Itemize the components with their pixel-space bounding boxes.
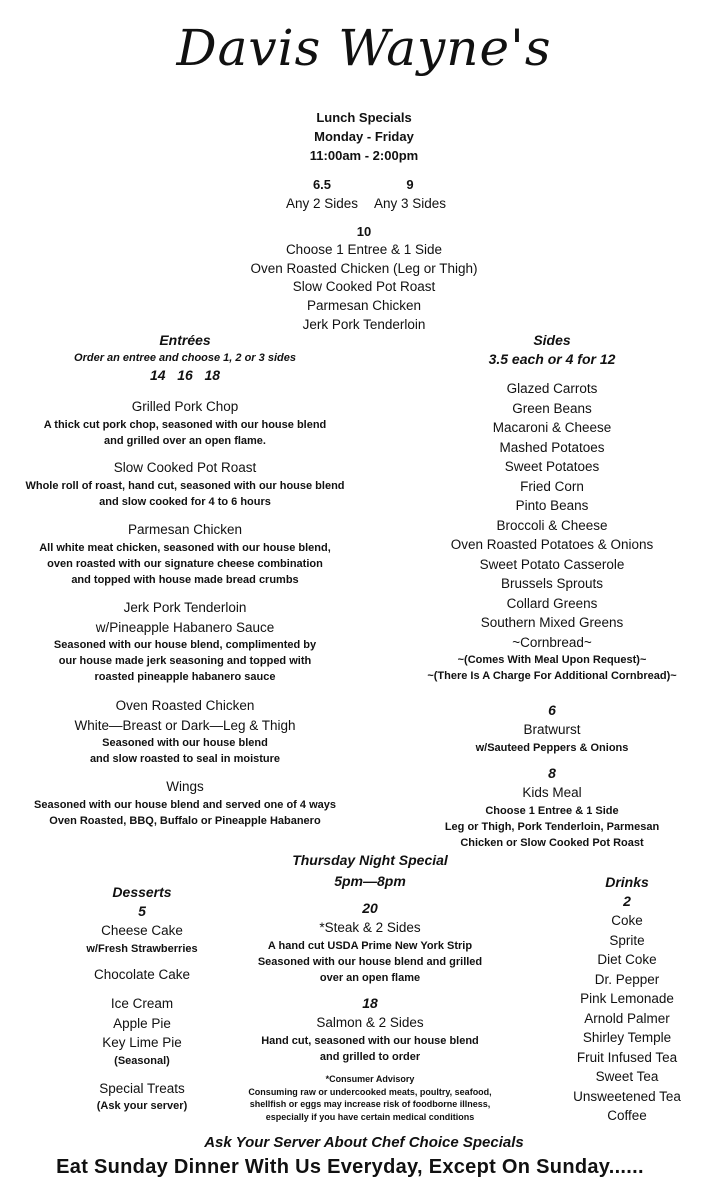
steak-desc: over an open flame xyxy=(319,971,421,984)
kids-desc: Chicken or Slow Cooked Pot Roast xyxy=(460,836,644,849)
side-item: Green Beans xyxy=(512,400,592,416)
lunch-specials xyxy=(214,108,514,165)
entree-desc: and topped with house made bread crumbs xyxy=(71,573,299,586)
kids-name: Kids Meal xyxy=(522,785,582,800)
drink-item: Sweet Tea xyxy=(595,1069,659,1084)
lunch-option-3-sides xyxy=(360,175,460,214)
kids-desc: Choose 1 Entree & 1 Side xyxy=(485,804,619,817)
option-price: 6.5 xyxy=(312,177,332,192)
side-item: Pinto Beans xyxy=(515,498,589,513)
option-label: Any 3 Sides xyxy=(373,196,447,211)
cornbread-note: ~(There Is A Charge For Additional Cornbread)~ xyxy=(427,670,677,682)
thursday-title: Thursday Night Special xyxy=(292,852,448,868)
drink-item: Unsweetened Tea xyxy=(573,1088,681,1104)
bratwurst-name: Bratwurst xyxy=(523,722,581,737)
drink-item: Dr. Pepper xyxy=(594,971,660,987)
drink-item: Pink Lemonade xyxy=(580,991,674,1006)
desserts xyxy=(62,883,222,1114)
cornbread: ~Cornbread~ xyxy=(512,634,592,650)
entree-name: Parmesan Chicken xyxy=(127,522,243,537)
side-item: Oven Roasted Potatoes & Onions xyxy=(450,537,654,552)
sides-list xyxy=(400,379,704,684)
entree-item xyxy=(0,458,370,510)
drink-item: Fruit Infused Tea xyxy=(576,1049,678,1065)
drink-item: Shirley Temple xyxy=(582,1030,672,1045)
thursday-salmon xyxy=(230,994,510,1065)
dessert-note: (Ask your server) xyxy=(96,1100,188,1112)
side-item: Sweet Potato Casserole xyxy=(479,556,625,572)
salmon-desc: Hand cut, seasoned with our house blend xyxy=(261,1034,479,1047)
lunch-title: Lunch Specials xyxy=(316,110,412,125)
side-item: Broccoli & Cheese xyxy=(496,517,608,533)
dessert-item: Ice Cream xyxy=(110,996,174,1011)
entree-desc: and slow cooked for 4 to 6 hours xyxy=(99,495,271,508)
drink-item: Sprite xyxy=(609,932,645,948)
lunch-days: Monday - Friday xyxy=(314,129,414,144)
advisory-text: shellfish or eggs may increase risk of foodborne illness, xyxy=(249,1099,491,1109)
advisory-title: *Consumer Advisory xyxy=(325,1074,415,1084)
drinks-price: 2 xyxy=(623,893,631,909)
drink-item: Arnold Palmer xyxy=(584,1010,670,1026)
consumer-advisory xyxy=(230,1073,510,1123)
drinks xyxy=(547,873,707,1126)
kids-meal xyxy=(400,764,704,851)
entree-item xyxy=(0,598,370,685)
entree-name: Wings xyxy=(166,779,204,794)
cornbread-note: ~(Comes With Meal Upon Request)~ xyxy=(457,654,647,666)
entree-desc: roasted pineapple habanero sauce xyxy=(94,671,276,683)
entree-name-sub: w/Pineapple Habanero Sauce xyxy=(95,619,275,635)
entree-name: Slow Cooked Pot Roast xyxy=(113,460,257,475)
entree-name: Grilled Pork Chop xyxy=(131,399,239,414)
salmon-price: 18 xyxy=(362,995,378,1011)
entree-desc: A thick cut pork chop, seasoned with our house blend xyxy=(43,418,327,431)
bratwurst-price: 6 xyxy=(548,702,556,718)
steak-name: *Steak & 2 Sides xyxy=(319,920,421,935)
combo-item: Parmesan Chicken xyxy=(306,298,422,314)
drinks-title: Drinks xyxy=(605,874,649,890)
thursday-header xyxy=(230,850,510,892)
dessert-item: Special Treats xyxy=(99,1080,185,1096)
steak-price: 20 xyxy=(362,900,378,916)
combo-label: Choose 1 Entree & 1 Side xyxy=(285,242,443,257)
option-price: 9 xyxy=(406,177,414,192)
chef-specials-note: Ask Your Server About Chef Choice Specials xyxy=(204,1134,524,1151)
drink-item: Coke xyxy=(611,913,643,928)
thursday-hours: 5pm—8pm xyxy=(334,873,406,889)
entrees-title: Entrées xyxy=(159,332,211,348)
entree-item xyxy=(0,777,370,829)
bratwurst xyxy=(400,701,704,756)
dessert-item: Chocolate Cake xyxy=(93,966,191,982)
entree-desc: Oven Roasted, BBQ, Buffalo or Pineapple Habanero xyxy=(49,814,321,827)
entree-desc: Whole roll of roast, hand cut, seasoned with our house blend xyxy=(25,479,345,492)
dessert-note: (Seasonal) xyxy=(114,1054,170,1067)
entree-desc: Seasoned with our house blend, complimented by xyxy=(53,639,317,651)
kids-desc: Leg or Thigh, Pork Tenderloin, Parmesan xyxy=(444,820,660,833)
entree-item xyxy=(0,696,370,767)
sides-title: Sides xyxy=(533,332,571,348)
salmon-desc: and grilled to order xyxy=(319,1050,421,1063)
dessert-note: w/Fresh Strawberries xyxy=(86,942,198,955)
entrees-header xyxy=(0,331,370,385)
entree-desc: our house made jerk seasoning and topped with xyxy=(58,655,312,667)
dessert-item: Key Lime Pie xyxy=(102,1035,182,1050)
side-item: Southern Mixed Greens xyxy=(480,615,624,630)
entree-item xyxy=(0,520,370,588)
side-item: Fried Corn xyxy=(520,478,584,494)
entree-desc: oven roasted with our signature cheese combination xyxy=(47,557,323,570)
restaurant-logo: Davis Wayne's xyxy=(176,19,552,77)
steak-desc: A hand cut USDA Prime New York Strip xyxy=(267,939,473,952)
combo-item: Jerk Pork Tenderloin xyxy=(302,316,426,332)
entree-name-sub: White—Breast or Dark—Leg & Thigh xyxy=(74,717,296,733)
sunday-slogan: Eat Sunday Dinner With Us Everyday, Except On Sunday...... xyxy=(56,1156,644,1178)
kids-price: 8 xyxy=(548,765,556,781)
drink-item: Coffee xyxy=(607,1108,647,1123)
desserts-price: 5 xyxy=(138,903,146,919)
side-item: Glazed Carrots xyxy=(506,381,598,396)
combo-item: Slow Cooked Pot Roast xyxy=(292,279,436,295)
entrees-subtitle: Order an entree and choose 1, 2 or 3 sides xyxy=(74,352,296,364)
entree-desc: and slow roasted to seal in moisture xyxy=(89,753,281,765)
entree-item xyxy=(0,397,370,449)
option-label: Any 2 Sides xyxy=(285,196,359,211)
entree-desc: All white meat chicken, seasoned with our house blend, xyxy=(39,541,331,554)
dessert-item: Cheese Cake xyxy=(101,923,183,938)
combo-item: Oven Roasted Chicken (Leg or Thigh) xyxy=(250,260,478,276)
lunch-option-2-sides xyxy=(272,175,372,214)
advisory-text: especially if you have certain medical conditions xyxy=(265,1111,475,1122)
side-item: Sweet Potatoes xyxy=(504,459,600,474)
drink-item: Diet Coke xyxy=(597,952,657,967)
dessert-item: Apple Pie xyxy=(113,1015,171,1031)
combo-price: 10 xyxy=(356,224,372,239)
sides-header xyxy=(400,331,704,369)
side-item: Mashed Potatoes xyxy=(499,439,605,455)
lunch-hours: 11:00am - 2:00pm xyxy=(309,148,419,163)
entree-desc: Seasoned with our house blend xyxy=(102,737,268,749)
bratwurst-desc: w/Sauteed Peppers & Onions xyxy=(475,741,629,754)
entrees-prices: 14 16 18 xyxy=(149,367,221,383)
entree-name: Jerk Pork Tenderloin xyxy=(123,600,247,615)
entree-desc: Seasoned with our house blend and served one of 4 ways xyxy=(34,798,336,811)
side-item: Macaroni & Cheese xyxy=(492,420,612,435)
advisory-text: Consuming raw or undercooked meats, poultry, seafood, xyxy=(248,1086,492,1097)
entree-desc: and grilled over an open flame. xyxy=(104,434,266,447)
salmon-name: Salmon & 2 Sides xyxy=(316,1015,424,1030)
sides-price: 3.5 each or 4 for 12 xyxy=(488,351,616,367)
entree-name: Oven Roasted Chicken xyxy=(115,698,255,713)
steak-desc: Seasoned with our house blend and grilled xyxy=(257,955,483,968)
side-item: Collard Greens xyxy=(506,595,598,611)
lunch-combo xyxy=(214,222,514,335)
thursday-steak xyxy=(230,899,510,986)
side-item: Brussels Sprouts xyxy=(500,576,604,591)
desserts-title: Desserts xyxy=(112,884,172,900)
